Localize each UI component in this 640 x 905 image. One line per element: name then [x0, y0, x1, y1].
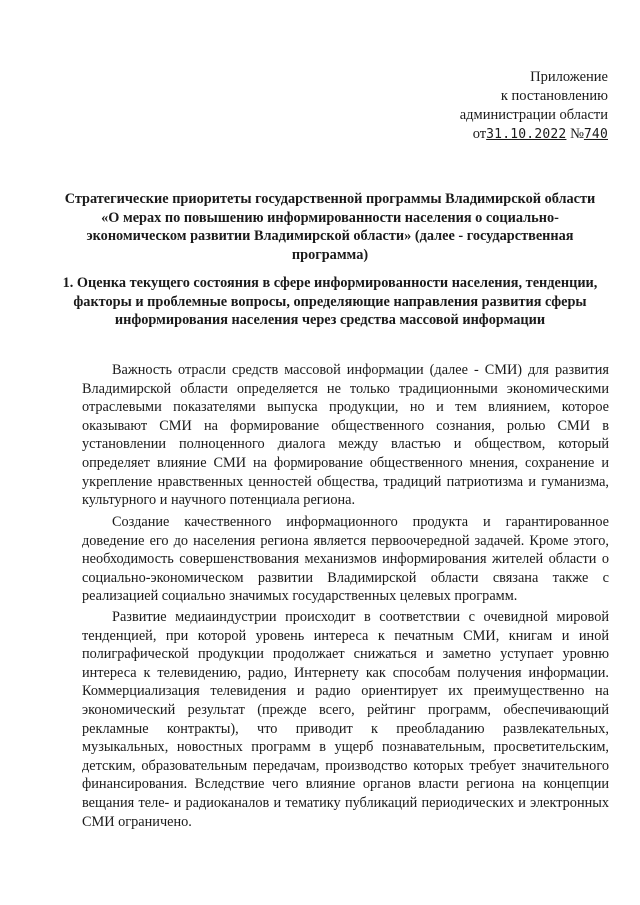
number-sign: №	[570, 126, 584, 142]
paragraph: Развитие медиаиндустрии происходит в соответствии с очевидной мировой тенденцией, при которой уровень интереса к печатным СМИ, книгам и иной полиграфической продукции продолжает снижаться и заметно уступает уровню интереса к телевидению, радио, Интернету как способам получения информации. Коммерциализация телевидения и радио ориентирует их преимущественно на экономический результат (прежде всего, рейтинг программ, обеспечивающий рекламные контракты), что приводит к преобладанию развлекательных, музыкальных, новостных программ в ущерб познавательным, просветительским, детским, образовательным передачам, производство которых требует значительного финансирования. Вследствие чего влияние органов власти региона на концепции вещания теле- и радиоканалов и тематику публикаций периодических и электронных СМИ ограничено.	[82, 609, 609, 830]
annex-header	[460, 68, 608, 144]
decree-number: 740	[583, 127, 608, 142]
date-prefix: от	[472, 126, 487, 142]
annex-decree-line: к постановлению	[500, 88, 608, 104]
annex-date-line	[460, 125, 608, 144]
paragraph: Создание качественного информационного продукта и гарантированное доведение его до населения региона является первоочередной задачей. Кроме этого, необходимость совершенствования механизмов информирования жителей области о социально-экономическом развитии Владимирской области связана также с реализацией социально значимых государственных целевых программ.	[82, 514, 609, 605]
section-heading: 1. Оценка текущего состояния в сфере информированности населения, тенденции, факторы и проблемные вопросы, определяющие направления развития сферы информирования населения через средства массовой информации	[62, 275, 598, 329]
annex-authority-line: администрации области	[459, 107, 608, 123]
document-title: Стратегические приоритеты государственной программы Владимирской области «О мерах по повышению информированности населения о социально-экономическом развитии Владимирской области» (далее - государственная программа)	[64, 191, 596, 263]
annex-title: Приложение	[530, 69, 608, 85]
decree-date: 31.10.2022	[486, 127, 567, 142]
paragraph: Важность отрасли средств массовой информации (далее - СМИ) для развития Владимирской области определяется не только традиционными экономическими отраслевыми показателями выпуска продукции, но и тем влиянием, которое оказывают СМИ на формирование общественного сознания, ролью СМИ в установлении полноценного диалога между властью и обществом, который определяет влияние СМИ на формирование общественного мнения, сохранение и укрепление нравственных ценностей общества, традиций патриотизма и гуманизма, культурного и научного потенциала региона.	[82, 362, 609, 509]
